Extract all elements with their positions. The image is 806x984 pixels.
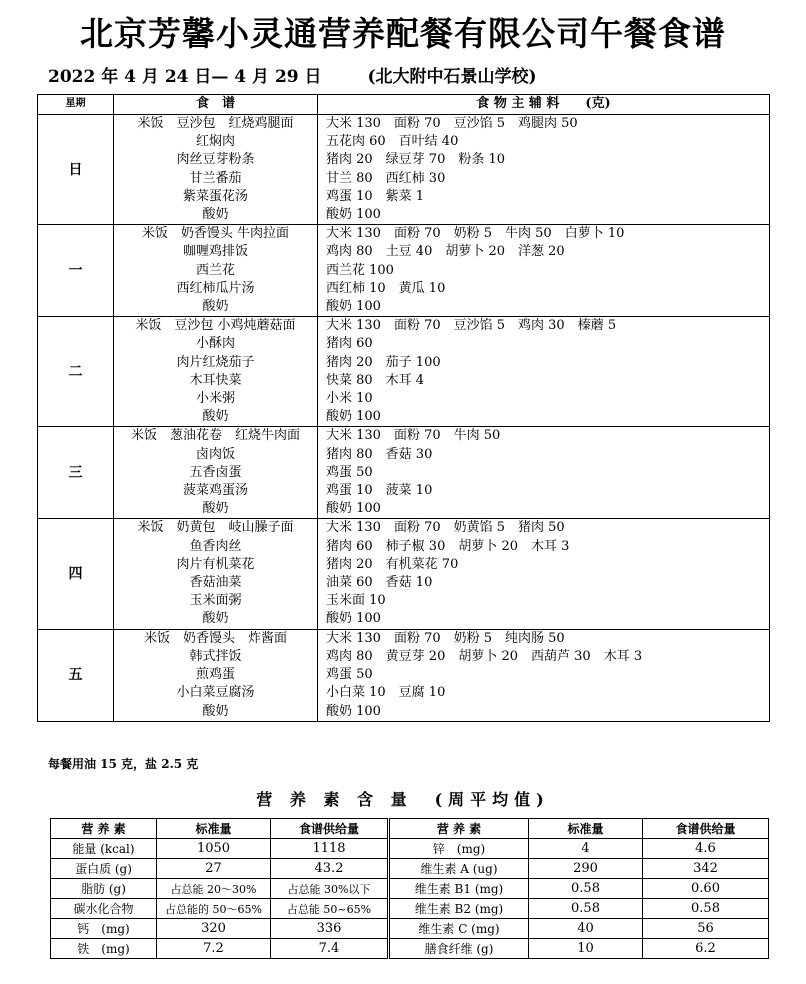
- nutrient-name: 维生素 B1 (mg): [389, 879, 529, 899]
- menu-table: [37, 94, 770, 722]
- ingredient-line: 小米 10: [326, 391, 373, 407]
- nutrition-row: [51, 879, 769, 899]
- ingredient-line: 鸡蛋 50: [326, 464, 373, 480]
- dish-line: 肉片有机菜花: [176, 556, 255, 572]
- supplied-value: 336: [271, 919, 389, 939]
- menu-header-row: [38, 95, 770, 115]
- supplied-value: 占总能 30%以下: [271, 879, 389, 899]
- standard-value: 290: [529, 859, 643, 879]
- day-cell: 五: [38, 629, 114, 721]
- ingredient-line: 西兰花 100: [326, 262, 394, 278]
- dish-line: 酸奶: [202, 299, 229, 315]
- standard-value: 0.58: [529, 879, 643, 899]
- nutrition-header-row: [51, 819, 769, 839]
- nutrient-name: 钙 (mg): [51, 919, 157, 939]
- ingredient-line: 鸡肉 80 黄豆芽 20 胡萝卜 20 西葫芦 30 木耳 3: [326, 648, 643, 664]
- dish-cell: [114, 519, 318, 629]
- ingredient-line: 鸡蛋 50: [326, 667, 373, 683]
- nut-header: 食谱供给量: [271, 819, 389, 839]
- day-cell: 一: [38, 225, 114, 317]
- standard-value: 1050: [157, 839, 271, 859]
- dish-line: 五香卤蛋: [189, 464, 242, 480]
- standard-value: 0.58: [529, 899, 643, 919]
- ingredient-line: 猪肉 80 香菇 30: [326, 446, 433, 462]
- nutrition-row: [51, 919, 769, 939]
- supplied-value: 0.58: [643, 899, 769, 919]
- dish-line: 米饭 葱油花卷 红烧牛肉面: [130, 428, 300, 444]
- ingredient-line: 油菜 60 香菇 10: [326, 575, 433, 591]
- ingredient-line: 西红柿 10 黄瓜 10: [326, 280, 446, 296]
- ingredient-cell: [318, 317, 770, 427]
- supplied-value: 1118: [271, 839, 389, 859]
- header-ingredients: 食 物 主 辅 料 (克): [318, 95, 770, 115]
- standard-value: 27: [157, 859, 271, 879]
- day-group-row: [38, 427, 770, 519]
- ingredient-line: 快菜 80 木耳 4: [326, 372, 425, 388]
- dish-line: 煎鸡蛋: [195, 667, 235, 683]
- dish-line: 韩式拌饭: [189, 648, 242, 664]
- page-title: 北京芳馨小灵通营养配餐有限公司午餐食谱: [80, 14, 726, 53]
- dish-line: 紫菜蛋花汤: [182, 188, 248, 204]
- nutrient-name: 维生素 B2 (mg): [389, 899, 529, 919]
- nutrient-name: 铁 (mg): [51, 939, 157, 959]
- nut-header: 营 养 素: [51, 819, 157, 839]
- day-cell: 三: [38, 427, 114, 519]
- ingredient-line: 甘兰 80 西红柿 30: [326, 170, 446, 186]
- standard-value: 10: [529, 939, 643, 959]
- nutrient-name: 膳食纤维 (g): [389, 939, 529, 959]
- dish-cell: [114, 225, 318, 317]
- ingredient-line: 大米 130 面粉 70 牛肉 50: [326, 428, 501, 444]
- ingredient-line: 大米 130 面粉 70 奶黄馅 5 猪肉 50: [326, 520, 565, 536]
- dish-line: 西红柿瓜片汤: [176, 280, 255, 296]
- nutrient-name: 脂肪 (g): [51, 879, 157, 899]
- dish-line: 酸奶: [202, 501, 229, 517]
- standard-value: 40: [529, 919, 643, 939]
- ingredient-cell: [318, 519, 770, 629]
- dish-line: 肉片红烧茄子: [176, 354, 255, 370]
- dish-line: 肉丝豆芽粉条: [176, 152, 255, 168]
- ingredient-line: 酸奶 100: [326, 299, 381, 315]
- ingredient-line: 大米 130 面粉 70 奶粉 5 纯肉肠 50: [326, 630, 565, 646]
- dish-line: 西兰花: [195, 262, 235, 278]
- dish-line: 鱼香肉丝: [189, 538, 242, 554]
- nutrition-table: [50, 818, 769, 959]
- ingredient-cell: [318, 115, 770, 225]
- dish-line: 香菇油菜: [189, 575, 242, 591]
- ingredient-line: 猪肉 20 绿豆芽 70 粉条 10: [326, 152, 506, 168]
- nutrition-title: 营 养 素 含 量 (周平均值): [256, 790, 550, 809]
- ingredient-cell: [318, 225, 770, 317]
- nutrition-row: [51, 839, 769, 859]
- ingredient-line: 小白菜 10 豆腐 10: [326, 685, 446, 701]
- nut-header: 食谱供给量: [643, 819, 769, 839]
- day-cell: 日: [38, 115, 114, 225]
- dish-line: 红焖肉: [195, 134, 235, 150]
- dish-line: 酸奶: [202, 703, 229, 719]
- standard-value: 7.2: [157, 939, 271, 959]
- oil-salt-note: 每餐用油 15 克，盐 2.5 克: [48, 757, 199, 771]
- dish-cell: [114, 115, 318, 225]
- dish-cell: [114, 427, 318, 519]
- dish-line: 玉米面粥: [189, 593, 242, 609]
- header-dishes: 食 谱: [114, 95, 318, 115]
- dish-line: 米饭 豆沙包 小鸡炖蘑菇面: [135, 318, 296, 334]
- dish-cell: [114, 629, 318, 721]
- ingredient-line: 酸奶 100: [326, 501, 381, 517]
- ingredient-line: 鸡蛋 10 紫菜 1: [326, 188, 425, 204]
- ingredient-line: 猪肉 20 有机菜花 70: [326, 556, 459, 572]
- standard-value: 4: [529, 839, 643, 859]
- date-line: [48, 62, 537, 87]
- ingredient-line: 猪肉 60 柿子椒 30 胡萝卜 20 木耳 3: [326, 538, 570, 554]
- standard-value: 占总能 20～30%: [157, 879, 271, 899]
- dish-line: 甘兰番茄: [189, 170, 242, 186]
- ingredient-line: 大米 130 面粉 70 奶粉 5 牛肉 50 白萝卜 10: [326, 226, 625, 242]
- ingredient-cell: [318, 427, 770, 519]
- dish-line: 米饭 豆沙包 红烧鸡腿面: [137, 116, 294, 131]
- standard-value: 320: [157, 919, 271, 939]
- supplied-value: 7.4: [271, 939, 389, 959]
- ingredient-line: 酸奶 100: [326, 409, 381, 425]
- day-cell: 二: [38, 317, 114, 427]
- ingredient-line: 玉米面 10: [326, 593, 386, 609]
- supplied-value: 占总能 50~65%: [271, 899, 389, 919]
- header-day: 星期: [38, 95, 114, 115]
- dish-line: 酸奶: [202, 409, 229, 425]
- supplied-value: 342: [643, 859, 769, 879]
- standard-value: 占总能的 50～65%: [157, 899, 271, 919]
- ingredient-line: 大米 130 面粉 70 豆沙馅 5 鸡腿肉 50: [326, 116, 578, 131]
- dish-line: 咖喱鸡排饭: [182, 244, 248, 260]
- dish-line: 米饭 奶香馒头 牛肉拉面: [141, 226, 290, 242]
- day-group-row: [38, 115, 770, 225]
- dish-line: 卤肉饭: [195, 446, 235, 462]
- nutrient-name: 锌 (mg): [389, 839, 529, 859]
- ingredient-line: 大米 130 面粉 70 豆沙馅 5 鸡肉 30 榛蘑 5: [326, 318, 617, 334]
- dish-cell: [114, 317, 318, 427]
- nutrition-row: [51, 939, 769, 959]
- dish-line: 菠菜鸡蛋汤: [182, 483, 248, 499]
- nutrient-name: 能量 (kcal): [51, 839, 157, 859]
- nut-header: 标准量: [529, 819, 643, 839]
- ingredient-line: 鸡肉 80 土豆 40 胡萝卜 20 洋葱 20: [326, 244, 565, 260]
- nutrition-row: [51, 859, 769, 879]
- nut-header: 标准量: [157, 819, 271, 839]
- dish-line: 小米粥: [195, 391, 235, 407]
- ingredient-line: 猪肉 60: [326, 336, 373, 352]
- day-group-row: [38, 317, 770, 427]
- dish-line: 米饭 奶香馒头 炸酱面: [143, 630, 287, 646]
- nut-header: 营 养 素: [389, 819, 529, 839]
- nutrition-row: [51, 899, 769, 919]
- ingredient-line: 鸡蛋 10 菠菜 10: [326, 483, 433, 499]
- supplied-value: 43.2: [271, 859, 389, 879]
- dish-line: 木耳快菜: [189, 372, 242, 388]
- supplied-value: 6.2: [643, 939, 769, 959]
- supplied-value: 4.6: [643, 839, 769, 859]
- dish-line: 米饭 奶黄包 岐山臊子面: [137, 520, 294, 536]
- ingredient-line: 酸奶 100: [326, 207, 381, 223]
- ingredient-line: 酸奶 100: [326, 611, 381, 627]
- day-group-row: [38, 519, 770, 629]
- ingredient-line: 猪肉 20 茄子 100: [326, 354, 441, 370]
- supplied-value: 0.60: [643, 879, 769, 899]
- nutrient-name: 维生素 C (mg): [389, 919, 529, 939]
- day-group-row: [38, 629, 770, 721]
- nutrient-name: 维生素 A (ug): [389, 859, 529, 879]
- day-group-row: [38, 225, 770, 317]
- nutrient-name: 蛋白质 (g): [51, 859, 157, 879]
- school-name: (北大附中石景山学校): [367, 67, 537, 87]
- dish-line: 酸奶: [202, 207, 229, 223]
- nutrient-name: 碳水化合物: [51, 899, 157, 919]
- dish-line: 酸奶: [202, 611, 229, 627]
- date-range: 2022 年 4 月 24 日— 4 月 29 日: [48, 67, 322, 87]
- day-cell: 四: [38, 519, 114, 629]
- ingredient-line: 酸奶 100: [326, 703, 381, 719]
- dish-line: 小酥肉: [195, 336, 235, 352]
- supplied-value: 56: [643, 919, 769, 939]
- ingredient-cell: [318, 629, 770, 721]
- dish-line: 小白菜豆腐汤: [176, 685, 255, 701]
- ingredient-line: 五花肉 60 百叶结 40: [326, 134, 459, 150]
